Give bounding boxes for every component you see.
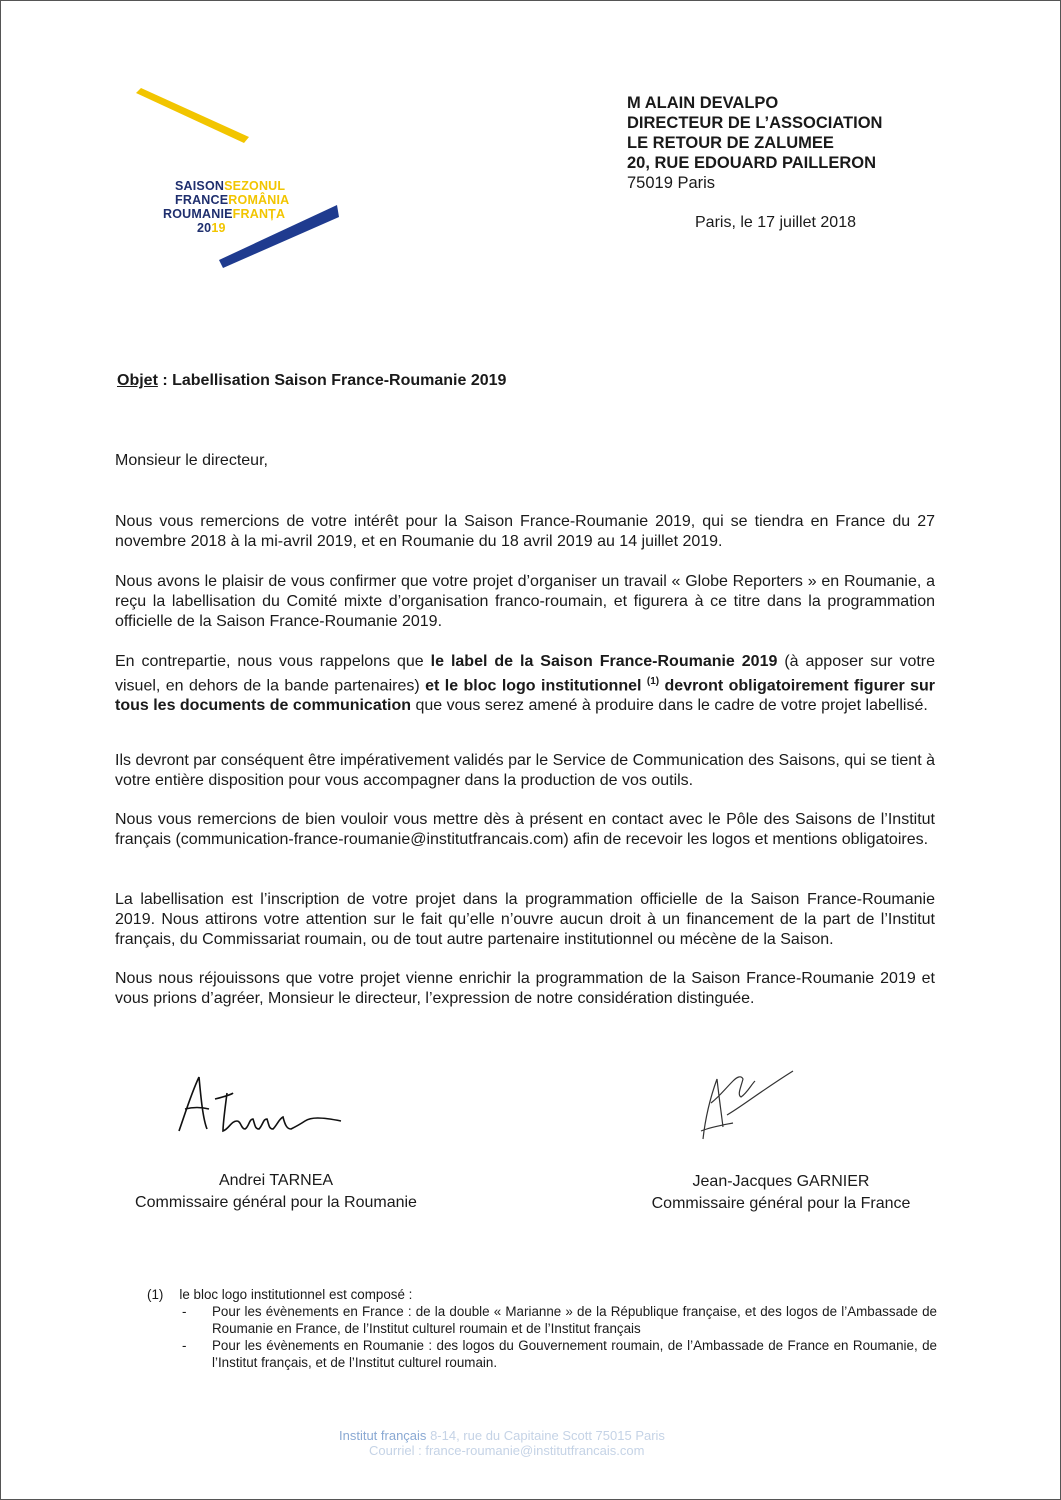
subject-separator: :	[157, 372, 173, 389]
recipient-name: M ALAIN DEVALPO	[627, 94, 779, 112]
logo-saison: SAISON	[175, 179, 225, 193]
paragraph-7-text: Nous nous réjouissons que votre projet vienne enrichir la programmation de la Saison France-Roumanie 2019 et vous prions d’agréer, Monsieur le directeur, l’expression de notre considération distinguée.	[115, 970, 935, 1007]
logo-romania: ROMÂNIA	[228, 193, 290, 207]
paragraph-2	[115, 572, 935, 632]
letterhead-footer	[339, 1428, 665, 1458]
paragraph-7	[115, 969, 935, 1009]
paragraph-1-text: Nous vous remercions de votre intérêt pour la Saison France-Roumanie 2019, qui se tiendra en France du 27 novembre 2018 à la mi-avril 2019, et en Roumanie du 18 avril 2019 au 14 juillet 2019.	[115, 513, 935, 550]
paragraph-5-text: Nous vous remercions de bien vouloir vous mettre dès à présent en contact avec le Pôle des Saisons de l’Institut français (communication-france-roumanie@institutfrancais.com) afin de recevoir les logos et mentions obligatoires.	[115, 811, 935, 848]
p3-bloc-bold: et le bloc logo institutionnel	[425, 677, 647, 695]
p3-part-a: En contrepartie, nous vous rappelons que	[115, 653, 431, 670]
letter-date: Paris, le 17 juillet 2018	[695, 214, 856, 231]
paragraph-4-text: Ils devront par conséquent être impérativement validés par le Service de Communication des Saisons, qui se tient à votre entière disposition pour vous accompagner dans la production de vos outils.	[115, 752, 935, 789]
greeting: Monsieur le directeur,	[115, 452, 268, 469]
p3-footnote-ref: (1)	[646, 676, 660, 687]
signatory-right-title: Commissaire général pour la France	[651, 1195, 911, 1212]
footnote-intro: le bloc logo institutionnel est composé :	[179, 1287, 413, 1302]
footer-address: 8-14, rue du Capitaine Scott 75015 Paris	[430, 1428, 665, 1443]
footnote-item-france-text: Pour les évènements en France : de la double « Marianne » de la République française, et des logos de l’Ambassade de Roumanie en France, de l’Institut culturel roumain et de l’Institut français	[212, 1304, 937, 1336]
footer-email: Courriel : france-roumanie@institutfrancais.com	[369, 1443, 645, 1458]
footnote-item-roumanie	[147, 1337, 937, 1371]
recipient-address	[627, 93, 882, 193]
paragraph-6	[115, 890, 935, 950]
recipient-street: 20, RUE EDOUARD PAILLERON	[627, 154, 877, 172]
footer-institute: Institut français	[339, 1428, 427, 1443]
subject-line	[117, 372, 506, 390]
paragraph-4	[115, 751, 935, 791]
p3-part-c: (à apposer sur votre visuel, en dehors de la bande partenaires)	[115, 653, 936, 695]
logo-franta: FRANȚA	[232, 207, 286, 221]
recipient-org: LE RETOUR DE ZALUMEE	[627, 134, 834, 152]
footnote-item-france	[147, 1303, 937, 1337]
subject-label: Objet	[117, 372, 158, 389]
signatory-left	[111, 1170, 441, 1214]
signature-garnier	[681, 1051, 811, 1141]
footnote	[147, 1286, 937, 1371]
subject-text: Labellisation Saison France-Roumanie 2019	[172, 372, 507, 389]
paragraph-6-text: La labellisation est l’inscription de votre projet dans la programmation officielle de la Saison France-Roumanie 2019. Nous attirons votre attention sur le fait qu’elle n’ouvre aucun droit à un financement de la part de l’Institut français, du Commissariat roumain, ou de tout autre partenaire institutionnel ou mécène de la Saison.	[115, 891, 935, 948]
logo-wordmark	[163, 179, 290, 235]
paragraph-5	[115, 810, 935, 850]
logo-year-a: 20	[197, 221, 212, 235]
logo-year-b: 19	[211, 221, 226, 235]
signature-tarnea	[171, 1069, 351, 1139]
footnote-item-roumanie-text: Pour les évènements en Roumanie : des logos du Gouvernement roumain, de l’Ambassade de France en Roumanie, de l’Institut français, et de l’Institut culturel roumain.	[212, 1338, 937, 1370]
logo-france: FRANCE	[175, 193, 229, 207]
p3-label-bold: le label de la Saison France-Roumanie 2019	[430, 653, 778, 670]
signatory-left-name: Andrei TARNEA	[218, 1172, 334, 1189]
footnote-dash: -	[182, 1338, 187, 1353]
footnote-dash: -	[182, 1304, 187, 1319]
p3-part-f: que vous serez amené à produire dans le cadre de votre projet labellisé.	[411, 697, 928, 715]
paragraph-3	[115, 652, 935, 716]
signatory-left-title: Commissaire général pour la Roumanie	[135, 1194, 417, 1211]
p3-obligation-bold: devront obligatoirement figurer sur tous les documents de communication	[115, 677, 936, 715]
logo-roumanie: ROUMANIE	[163, 207, 233, 221]
paragraph-1	[115, 512, 935, 552]
recipient-city: 75019 Paris	[627, 174, 716, 192]
signatory-right-name: Jean-Jacques GARNIER	[692, 1173, 870, 1190]
paragraph-2-text: Nous avons le plaisir de vous confirmer que votre projet d’organiser un travail « Globe Reporters » en Roumanie, a reçu la labellisation du Comité mixte d’organisation franco-roumain, et figurera à ce titre dans la programmation officielle de la Saison France-Roumanie 2019.	[115, 573, 935, 630]
footnote-marker: (1)	[147, 1287, 164, 1302]
recipient-title: DIRECTEUR DE L’ASSOCIATION	[627, 114, 883, 132]
logo-yellow-stripe	[136, 88, 249, 143]
logo-sezonul: SEZONUL	[224, 179, 286, 193]
signatory-right	[626, 1171, 936, 1215]
